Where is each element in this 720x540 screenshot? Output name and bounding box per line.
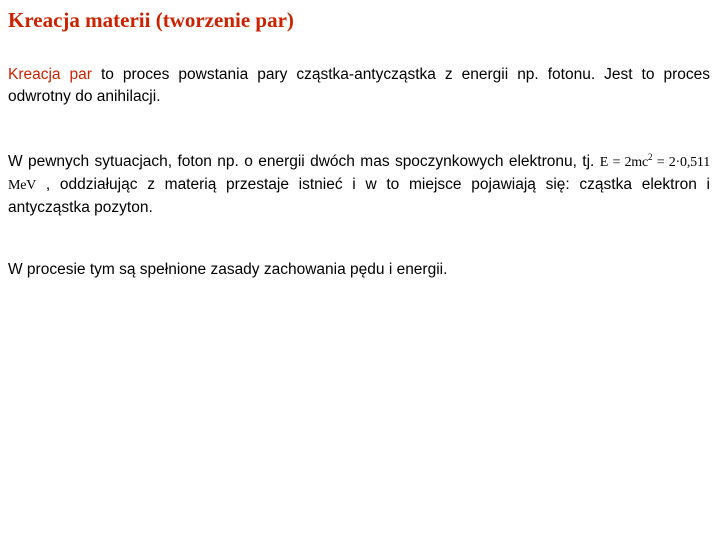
paragraph-definition xyxy=(8,64,710,108)
photon-text-before: W pewnych sytuacjach, foton np. o energii dwóch mas spoczynkowych elektronu, tj. xyxy=(8,153,600,170)
definition-text: to proces powstania pary cząstka-antycząstka z energii np. fotonu. Jest to proces odwrotny do anihilacji. xyxy=(8,66,711,105)
slide-title: Kreacja materii (tworzenie par) xyxy=(8,8,294,32)
formula-left: E = 2mc xyxy=(599,155,649,170)
paragraph-photon xyxy=(8,151,710,219)
highlighted-term: Kreacja par xyxy=(8,66,92,83)
formula-exponent: 2 xyxy=(648,152,653,162)
paragraph-conservation: W procesie tym są spełnione zasady zachowania pędu i energii. xyxy=(8,261,448,278)
formula-right: = 2·0,511 MeV xyxy=(8,155,710,193)
photon-text-after: , oddziałując z materią przestaje istnieć i w to miejsce pojawiają się: cząstka elektron i antycząstka pozyton. xyxy=(8,176,710,216)
